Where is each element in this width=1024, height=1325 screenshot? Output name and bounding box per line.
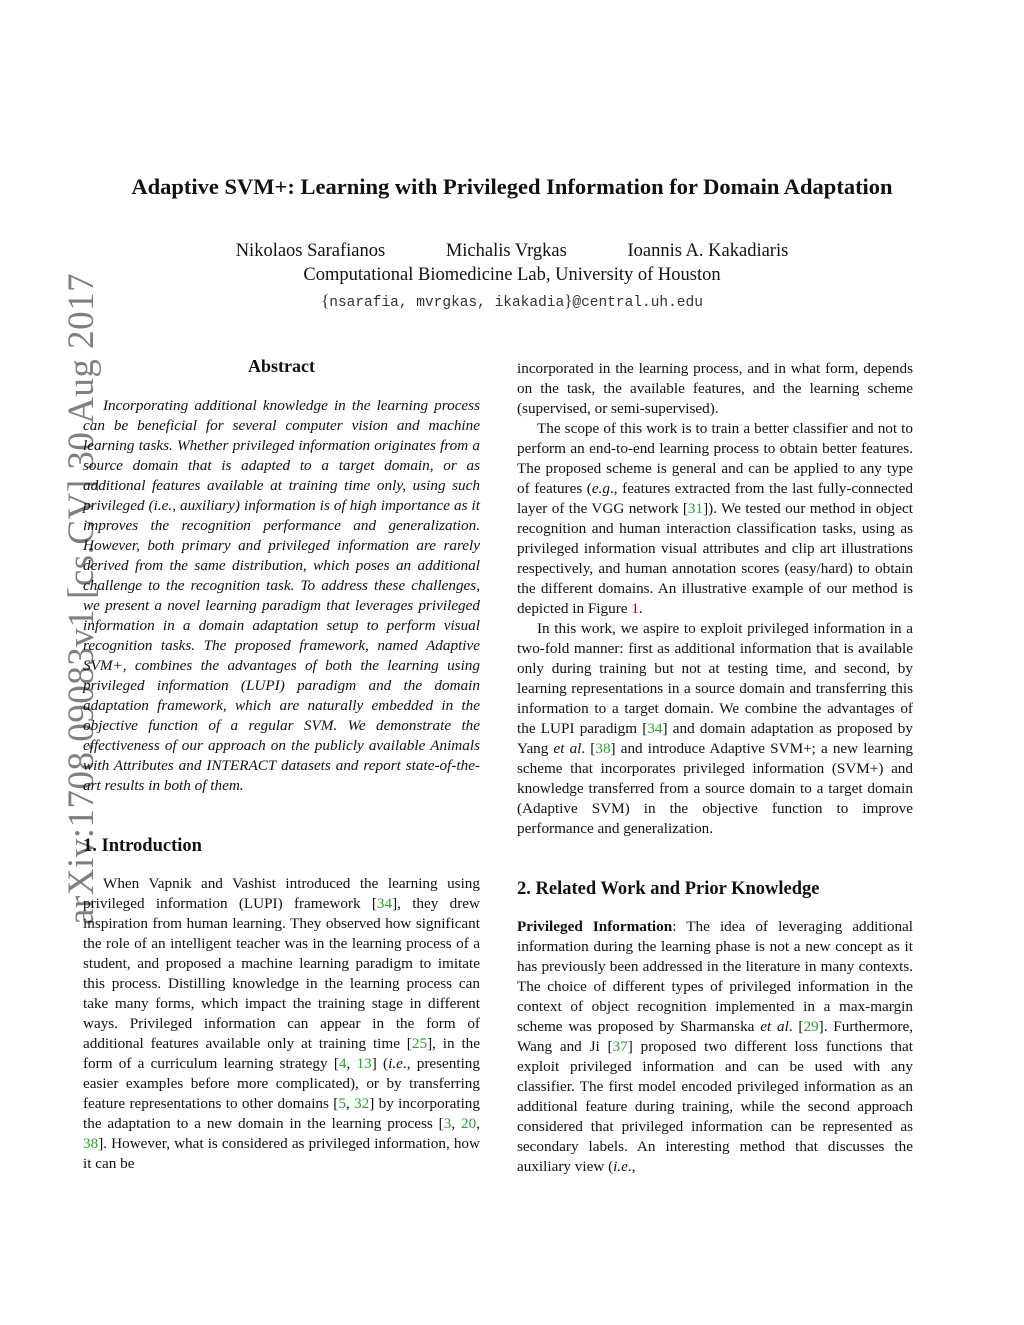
citation-link[interactable]: 25	[411, 1035, 428, 1052]
introduction-paragraph-1-continued: incorporated in the learning process, and in what form, depends on the task, the available features, and the learning scheme (supervised, or semi-supervised).	[517, 360, 913, 417]
text-run: In this work, we aspire to exploit privileged information in a two-fold manner: first as additional information that is available only during training but not at testing time, and second, by learning representations in a source domain and transferring this information to a target domain. We combine the advantages of the LUPI paradigm [	[517, 620, 913, 737]
introduction-paragraph-2	[517, 419, 913, 619]
paragraph-lead: Privileged Information	[517, 918, 673, 935]
text-run: . [	[581, 740, 596, 757]
text-run: ]). We tested our method in object recognition and human interaction classification tasks, using as privileged information visual attributes and clip art illustrations respectively, and human annotation scores (easy/hard) to obtain the different domains. An illustrative example of our method is depicted in Figure	[517, 500, 913, 617]
email-domain: @central.uh.edu	[572, 295, 703, 311]
text-run: ., presenting easier examples before more complicated), or by transferring feature representations to other domains [	[83, 1055, 480, 1112]
text-run: The scope of this work is to train a better classifier and not to perform an end-to-end learning process to obtain better features. The proposed scheme is general and can be applied to any type of features (	[517, 420, 913, 497]
text-run: : The idea of leveraging additional information during the learning phase is not a new concept as it has previously been addressed in the literature in many contexts. The choice of different types of privileged information in the context of object recognition implemented in a max-margin scheme was proposed by Sharmanska	[517, 918, 913, 1035]
related-work-heading: 2. Related Work and Prior Knowledge	[517, 879, 820, 899]
text-run: et al	[760, 1018, 789, 1035]
citation-link[interactable]: 29	[803, 1018, 819, 1035]
citation-link[interactable]: 31	[687, 500, 704, 517]
citation-link[interactable]: 13	[356, 1055, 372, 1072]
text-run: ] (	[371, 1055, 389, 1072]
text-run: ], they drew inspiration from human learning. They observed how significant the role of an intelligent teacher was in the learning process of a student, and proposed a machine learning paradigm to imitate this process. Distilling knowledge in the learning process can take many forms, which impact the training stage in different ways. Privileged information can appear in the form of additional features available only at training time [	[83, 895, 480, 1052]
related-work-paragraph-1	[517, 917, 913, 1177]
email-usernames: nsarafia, mvrgkas, ikakadia	[329, 295, 565, 311]
text-run: ] and introduce Adaptive SVM+; a new learning scheme that incorporates privileged information (SVM+) and knowledge transferred from a source domain to a target domain (Adaptive SVM) in the objective function to improve performance and generalization.	[517, 740, 914, 837]
citation-link[interactable]: 34	[647, 720, 663, 737]
author-name: Nikolaos Sarafianos	[235, 241, 386, 261]
right-column	[517, 359, 913, 1177]
introduction-heading: 1. Introduction	[83, 836, 202, 856]
introduction-paragraph-3	[517, 619, 913, 839]
citation-link[interactable]: 5	[338, 1095, 346, 1112]
text-run: .,	[627, 1158, 636, 1175]
text-run: i.e	[388, 1055, 403, 1072]
citation-link[interactable]: 37	[612, 1038, 628, 1055]
introduction-paragraph-1: When Vapnik and Vashist introduced the learning using privileged information (LUPI) framework [34], they drew inspiration from human learning. They observed how significant the role of an intelligent teacher was in the learning process of a student, and proposed a machine learning paradigm to imitate this process. Distilling knowledge in the learning process can take many forms, which impact the training stage in different ways. Privileged information can appear in the form of additional features available only at training time [25], in the form of a curriculum learning strategy [4, 13] (i.e., presenting easier examples before more complicated), or by transferring feature representations to other domains [5, 32] by incorporating the adaptation to a new domain in the learning process [3, 20, 38]. However, what is considered as privileged information, how it can be	[83, 875, 480, 1172]
citation-link[interactable]: 32	[354, 1095, 370, 1112]
email-open-brace: {	[321, 291, 330, 310]
text-run: ] and domain adaptation as proposed by Yang	[517, 720, 913, 757]
text-run: i.e	[613, 1158, 628, 1175]
author-list	[0, 241, 1024, 262]
text-run: ] proposed two different loss functions that exploit privileged information and can be used with any classifier. The first model encoded privileged information as an additional feature during training, while the second approach considered that privileged information can be represented as secondary labels. An interesting method that discusses the auxiliary view (	[517, 1038, 913, 1175]
abstract-body: Incorporating additional knowledge in the learning process can be beneficial for several computer vision and machine learning tasks. Whether privileged information originates from a source domain that is adapted to a target domain, or as additional features available at training time only, using such privileged (i.e., auxiliary) information is of high importance as it improves the recognition performance and generalization. However, both primary and privileged information are rarely derived from the same distribution, which poses an additional challenge to the recognition task. To address these challenges, we present a novel learning paradigm that leverages privileged information in a domain adaptation setup to perform visual recognition tasks. The proposed framework, named Adaptive SVM+, combines the advantages of both the learning using privileged information (LUPI) paradigm and the domain adaptation framework, which are naturally embedded in the objective function of a regular SVM. We demonstrate the effectiveness of our approach on the publicly available Animals with Attributes and INTERACT datasets and report state-of-the-art results in both of them.	[83, 397, 480, 794]
text-run: ., features extracted from the last fully-connected layer of the VGG network [	[517, 480, 913, 517]
text-run: et al	[553, 740, 582, 757]
citation-link[interactable]: 34	[376, 895, 393, 912]
author-emails	[0, 291, 1024, 311]
citation-link[interactable]: 3	[443, 1115, 452, 1132]
abstract-heading: Abstract	[248, 356, 315, 376]
text-run: .	[638, 600, 643, 617]
citation-link[interactable]: 38	[595, 740, 611, 757]
intro-p1-tail-left: ]. However, what is considered as privileged information, how it can be	[83, 1135, 480, 1172]
citation-link[interactable]: 4	[338, 1055, 347, 1072]
text-run: . [	[788, 1018, 804, 1035]
citation-link[interactable]: 38	[83, 1135, 99, 1152]
text-run: ]. Furthermore, Wang and Ji [	[517, 1018, 913, 1055]
author-name: Ioannis A. Kakadiaris	[627, 241, 789, 261]
author-name: Michalis Vrgkas	[445, 241, 567, 261]
citation-link[interactable]: 20	[461, 1115, 477, 1132]
text-run: When Vapnik and Vashist introduced the learning using privileged information (LUPI) framework [	[83, 875, 480, 912]
text-run: ] by incorporating the adaptation to a new domain in the learning process [	[83, 1095, 480, 1132]
figure-link[interactable]: 1	[631, 600, 639, 617]
text-run: ], in the form of a curriculum learning strategy [	[83, 1035, 480, 1072]
arxiv-identifier-stamp: arXiv:1708.09083v1 [cs.CV] 30 Aug 2017	[61, 272, 102, 925]
email-close-brace: }	[564, 291, 573, 310]
text-run: e.g	[591, 480, 610, 497]
paper-title: Adaptive SVM+: Learning with Privileged Information for Domain Adaptation	[131, 174, 893, 199]
affiliation: Computational Biomedicine Lab, University of Houston	[303, 265, 721, 285]
left-column	[83, 356, 480, 1174]
